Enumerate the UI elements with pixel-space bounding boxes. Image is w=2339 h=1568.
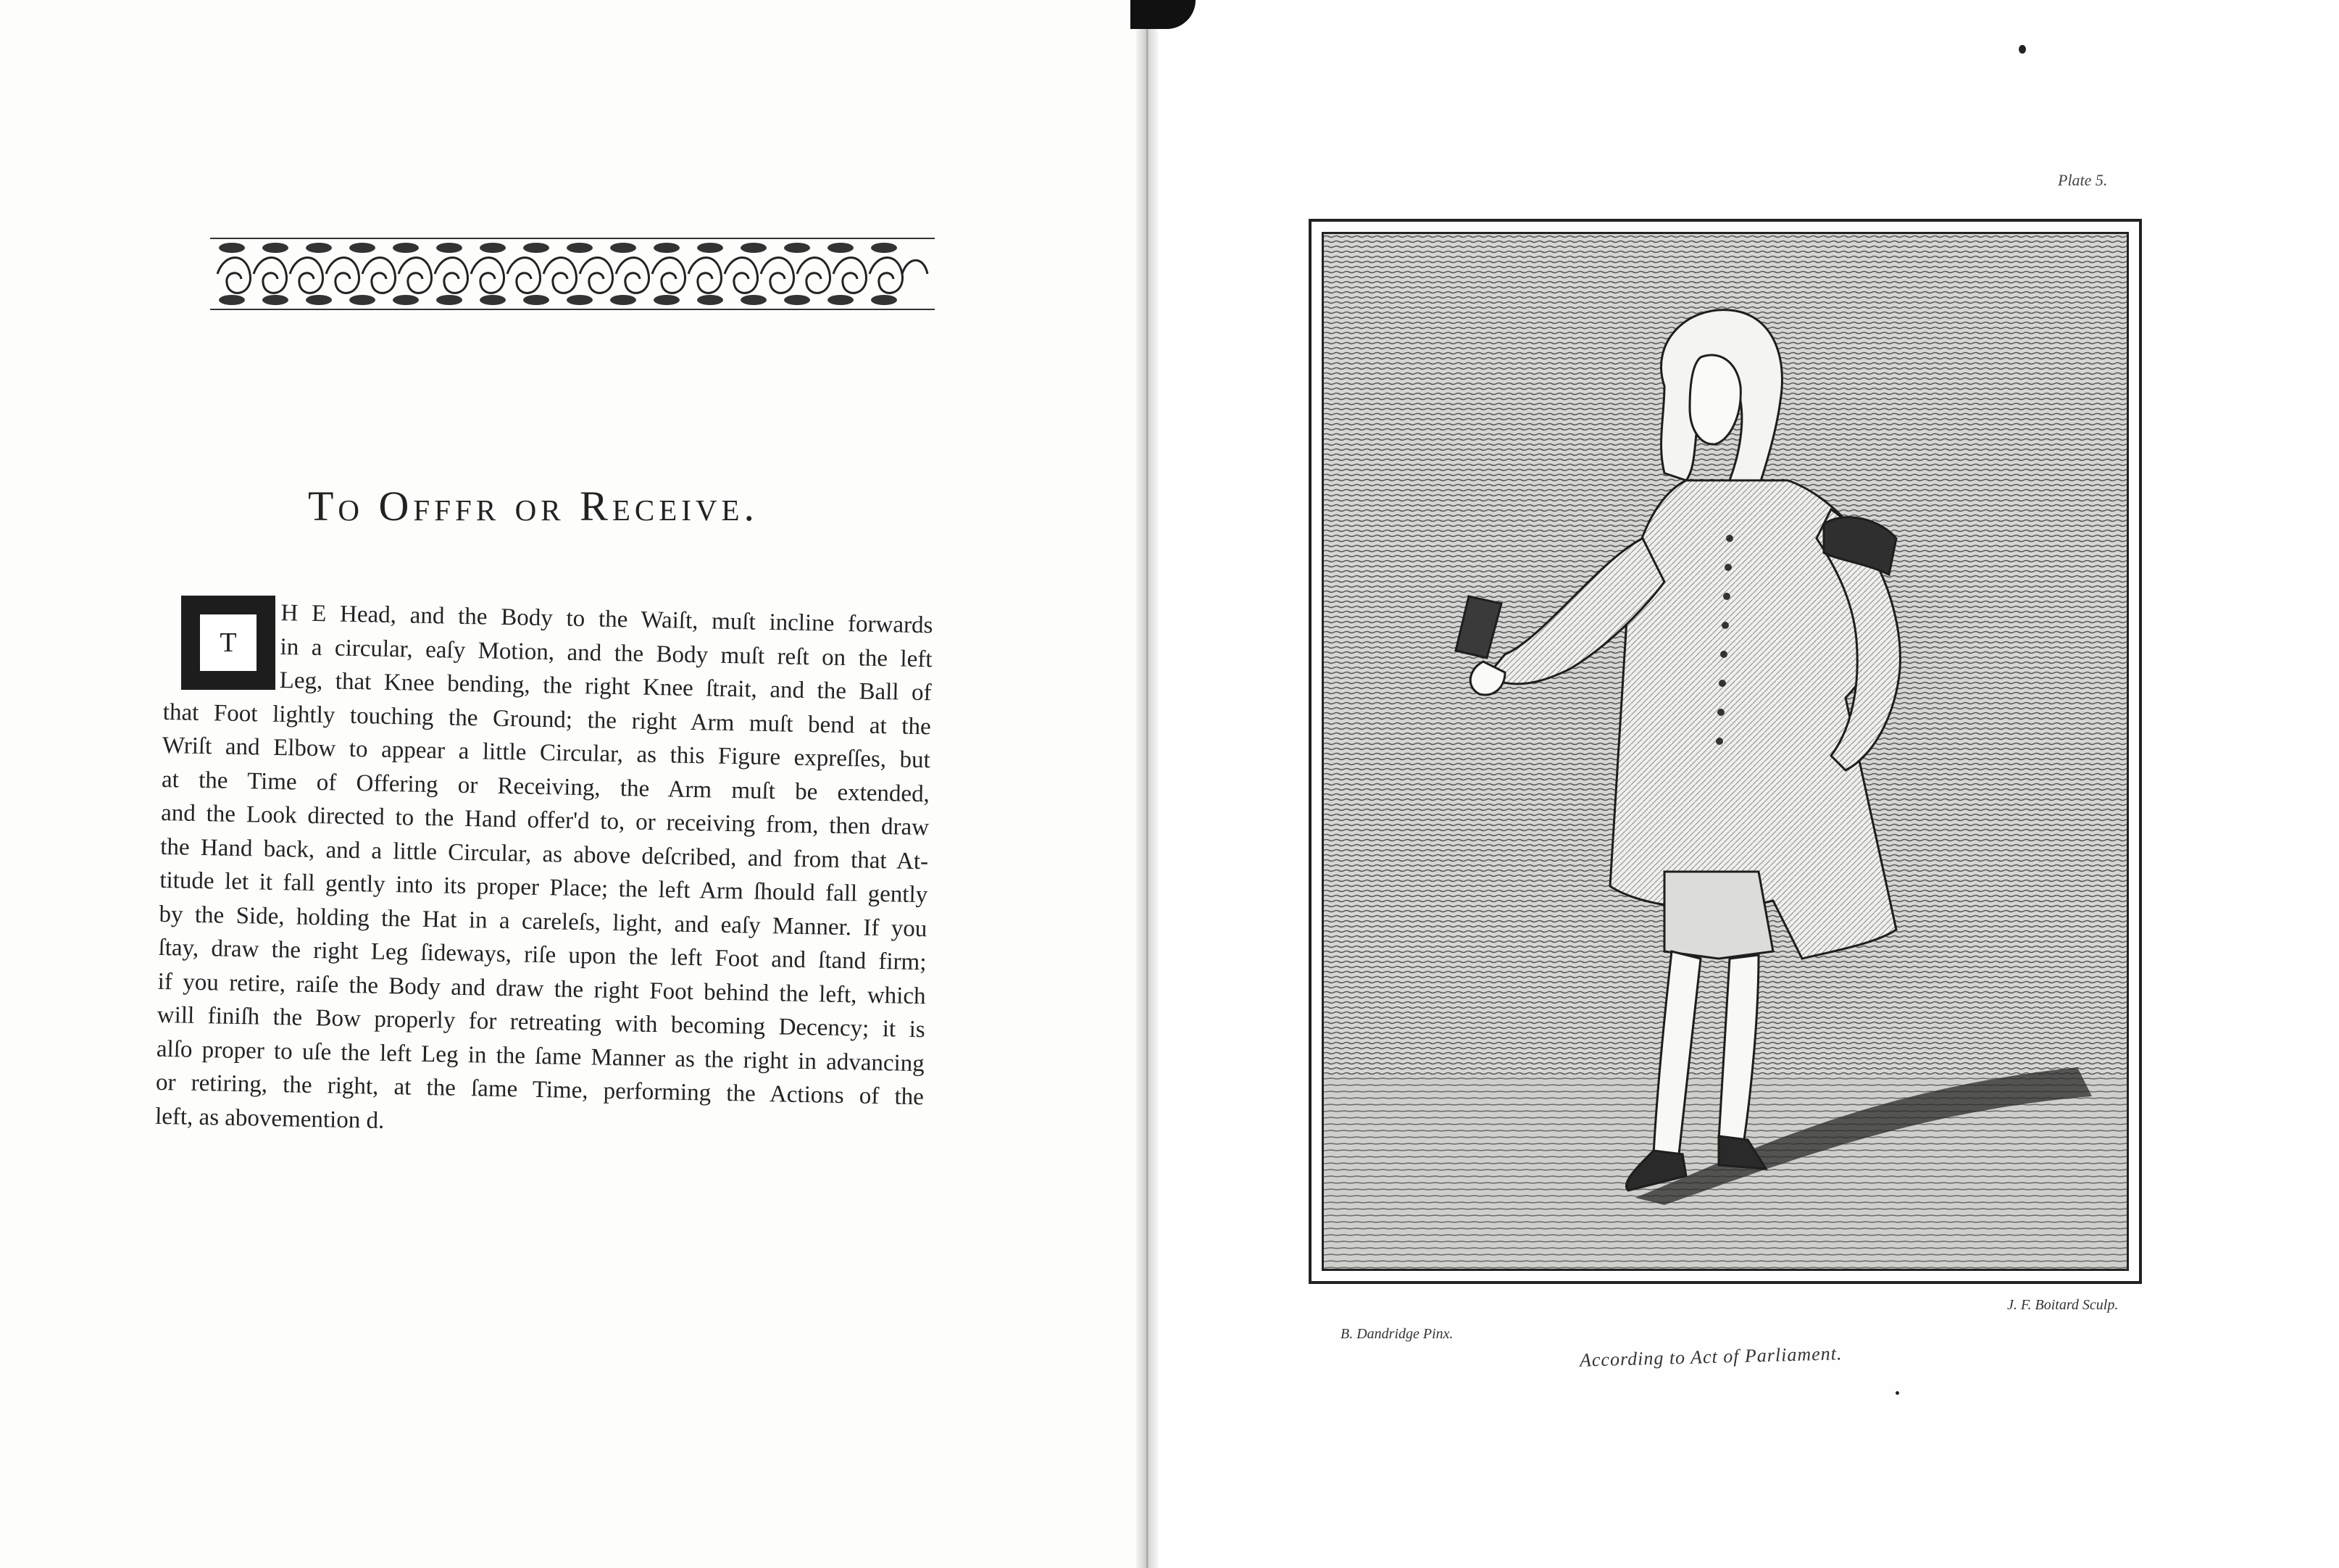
ornamental-header-band (210, 216, 935, 332)
text-line: Leg, that Knee bending, the right Knee ſtrait, and the Ball of (279, 667, 932, 706)
text-line: if you retire, raiſe the Body and draw the right Foot behind the left, which (157, 968, 926, 1009)
engraved-figure-illustration (1324, 234, 2127, 1269)
text-line: in a circular, eaſy Motion, and the Body muſt reſt on the left (280, 633, 933, 672)
text-line: left, as abovemention d. (154, 1103, 385, 1134)
book-gutter (1136, 0, 1158, 1568)
text-line: and the Look directed to the Hand offer'd to, or receiving from, then draw (160, 799, 930, 841)
body-paragraph (155, 594, 933, 1148)
text-line: H E Head, and the Body to the Waiſt, muſt incline forwards (280, 600, 933, 639)
artist-signature: B. Dandridge Pinx. (1341, 1326, 1454, 1342)
text-line: alſo proper to uſe the left Leg in the ſame Manner as the right in advancing (156, 1035, 925, 1077)
text-line: that Foot lightly touching the Ground; the right Arm muſt bend at the (162, 698, 932, 740)
text-line: at the Time of Offering or Receiving, the Arm muſt be extended, (161, 766, 930, 807)
text-line: will finiſh the Bow properly for retreating with becoming Decency; it is (157, 1001, 925, 1043)
page-title: To Offfr or Receive. (308, 483, 759, 530)
drop-cap-letter: T (197, 612, 259, 674)
text-line: by the Side, holding the Hat in a careleſs, light, and eaſy Manner. If you (159, 901, 927, 942)
text-line: ſtay, draw the right Leg ſideways, riſe upon the left Foot and ſtand firm; (158, 934, 927, 976)
text-line: the Hand back, and a little Circular, as above deſcribed, and from that At- (159, 833, 929, 875)
plate-caption: According to Act of Parliament. (1579, 1343, 1843, 1371)
engraving-image (1322, 232, 2129, 1271)
text-line: titude let it fall gently into its proper Place; the left Arm ſhould fall gently (159, 867, 928, 909)
engraving-plate (1309, 219, 2142, 1284)
plate-label: Plate 5. (2058, 171, 2108, 189)
text-line: Wriſt and Elbow to appear a little Circular, as this Figure expreſſes, but (162, 732, 931, 774)
left-page (0, 0, 1147, 1568)
ink-speck (2019, 45, 2026, 54)
ink-speck (1896, 1391, 1899, 1395)
text-line: or retiring, the right, at the ſame Time, performing the Actions of the (155, 1069, 925, 1111)
engraver-signature: J. F. Boitard Sculp. (2007, 1297, 2119, 1313)
